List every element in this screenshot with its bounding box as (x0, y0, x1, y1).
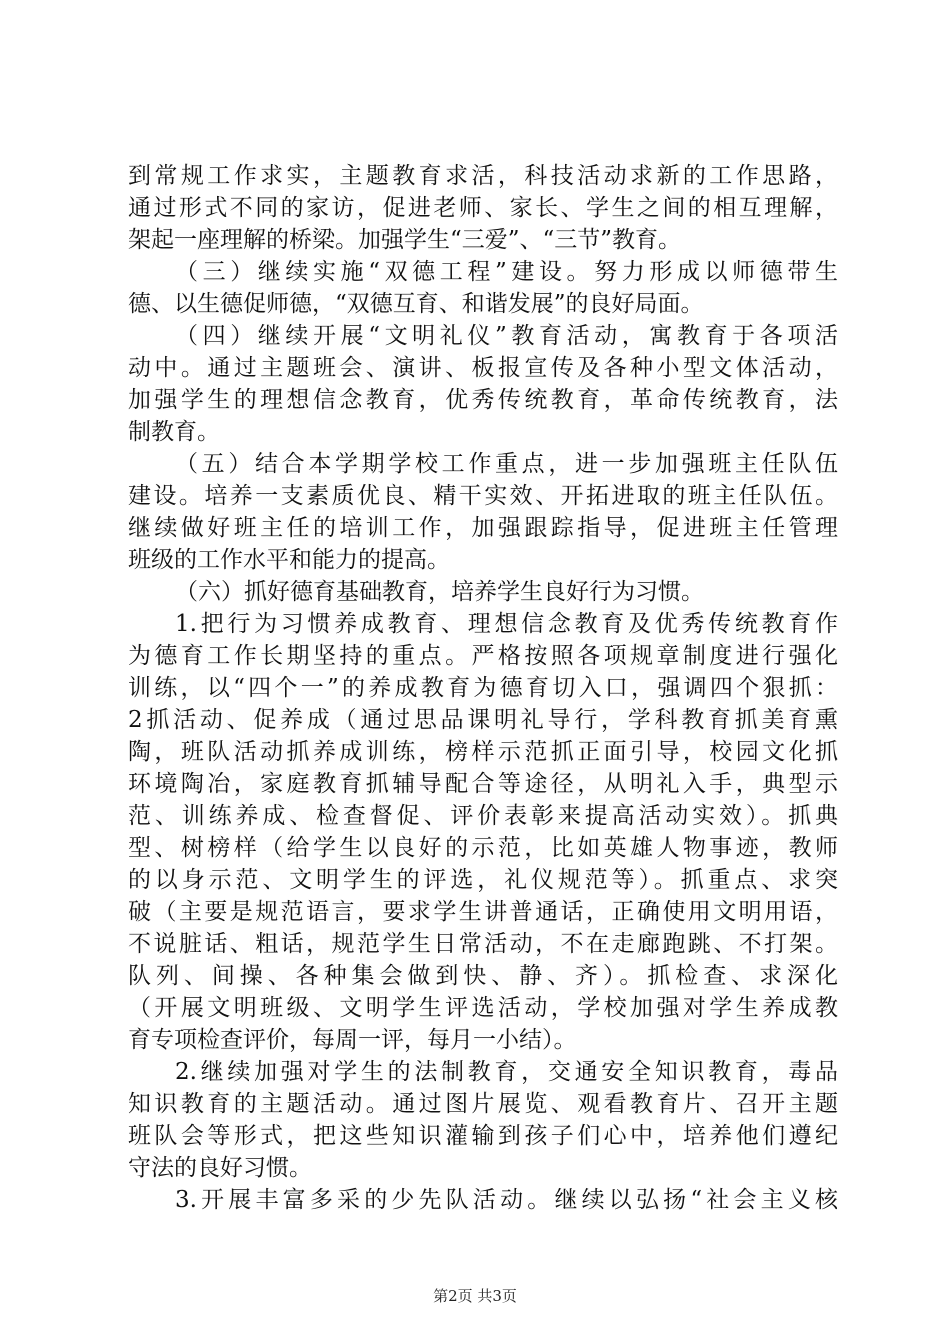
text-line: 育专项检查评价，每周一评，每月一小结）。 (128, 1027, 577, 1053)
text-line: 型、树榜样（给学生以良好的示范，比如英雄人物事迹，教师 (128, 835, 838, 861)
text-line: 范、训练养成、检查督促、评价表彰来提高活动实效）。抓典 (128, 803, 838, 829)
text-line: （四）继续开展“文明礼仪”教育活动，寓教育于各项活 (175, 323, 838, 349)
text-line: 动中。通过主题班会、演讲、板报宣传及各种小型文体活动， (128, 355, 838, 381)
text-line: 到常规工作求实，主题教育求活，科技活动求新的工作思路， (128, 163, 838, 189)
text-line: 陶，班队活动抓养成训练，榜样示范抓正面引导，校园文化抓 (128, 739, 838, 765)
text-line: （六）抓好德育基础教育，培养学生良好行为习惯。 (175, 579, 704, 605)
text-line: （五）结合本学期学校工作重点，进一步加强班主任队伍 (175, 451, 838, 477)
text-line: （三）继续实施“双德工程”建设。努力形成以师德带生 (175, 259, 838, 285)
text-line: 班队会等形式，把这些知识灌输到孩子们心中，培养他们遵纪 (128, 1123, 838, 1149)
text-line: （开展文明班级、文明学生评选活动，学校加强对学生养成教 (128, 995, 838, 1021)
text-line: 制教育。 (128, 419, 220, 445)
text-line: 环境陶冶，家庭教育抓辅导配合等途径，从明礼入手，典型示 (128, 771, 838, 797)
text-line: 2抓活动、促养成（通过思品课明礼导行，学科教育抓美育熏 (128, 707, 838, 733)
text-line: 的以身示范、文明学生的评选，礼仪规范等）。抓重点、求突 (128, 867, 838, 893)
text-line: 破（主要是规范语言，要求学生讲普通话，正确使用文明用语， (128, 899, 838, 925)
text-line: 队列、间操、各种集会做到快、静、齐）。抓检查、求深化 (128, 963, 838, 989)
text-line: 德、以生德促师德，“双德互育、和谐发展”的良好局面。 (128, 291, 704, 317)
text-line: 训练，以“四个一”的养成教育为德育切入口，强调四个狠抓： (128, 675, 838, 701)
text-line: 不说脏话、粗话，规范学生日常活动，不在走廊跑跳、不打架。 (128, 931, 838, 957)
text-line: 加强学生的理想信念教育，优秀传统教育，革命传统教育，法 (128, 387, 838, 413)
page-footer: 第2页 共3页 (433, 1287, 517, 1305)
text-line: 2.继续加强对学生的法制教育，交通安全知识教育，毒品 (175, 1059, 838, 1085)
text-line: 守法的良好习惯。 (128, 1155, 312, 1181)
text-line: 班级的工作水平和能力的提高。 (128, 547, 450, 573)
text-line: 1.把行为习惯养成教育、理想信念教育及优秀传统教育作 (175, 611, 838, 637)
text-line: 通过形式不同的家访，促进老师、家长、学生之间的相互理解， (128, 195, 838, 221)
text-line: 架起一座理解的桥梁。加强学生“三爱”、“三节”教育。 (128, 227, 682, 253)
text-line: 知识教育的主题活动。通过图片展览、观看教育片、召开主题 (128, 1091, 838, 1117)
text-line: 建设。培养一支素质优良、精干实效、开拓进取的班主任队伍。 (128, 483, 838, 509)
text-line: 继续做好班主任的培训工作，加强跟踪指导，促进班主任管理 (128, 515, 838, 541)
text-line: 3.开展丰富多采的少先队活动。继续以弘扬“社会主义核 (175, 1187, 838, 1213)
text-line: 为德育工作长期坚持的重点。严格按照各项规章制度进行强化 (128, 643, 838, 669)
document-body (128, 160, 838, 1216)
